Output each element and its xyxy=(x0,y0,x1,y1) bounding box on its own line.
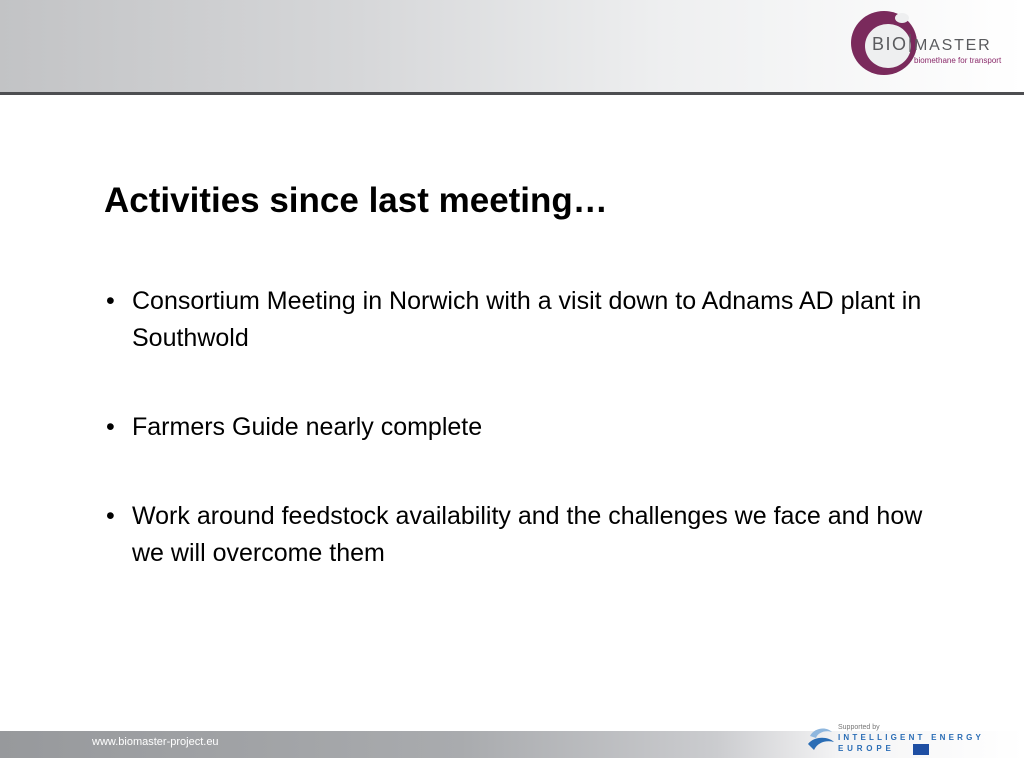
slide-title: Activities since last meeting… xyxy=(104,181,608,220)
eu-flag-icon xyxy=(913,744,929,755)
bullet-list xyxy=(104,283,924,572)
logo-text-bio: BIO xyxy=(872,34,908,54)
bullet-text: Farmers Guide nearly complete xyxy=(132,413,483,441)
intelligent-energy-europe-logo xyxy=(806,722,1002,762)
bullet-marker: • xyxy=(106,287,115,315)
iee-name-line1: INTELLIGENT ENERGY xyxy=(838,733,985,742)
biomaster-logo xyxy=(848,6,1018,82)
iee-supported-by-label: Supported by xyxy=(838,724,880,731)
bullet-marker: • xyxy=(106,502,115,530)
biomaster-logo-graphic xyxy=(848,6,1018,82)
bullet-text: Consortium Meeting in Norwich with a visit down to Adnams AD plant in Southwold xyxy=(132,287,922,352)
bullet-item xyxy=(104,283,924,357)
bullet-item xyxy=(104,498,924,572)
logo-tagline: biomethane for transport xyxy=(914,56,1002,65)
iee-name-line2: EUROPE xyxy=(838,744,895,753)
logo-text-master: MASTER xyxy=(914,37,992,54)
bullet-marker: • xyxy=(106,413,115,441)
bullet-item xyxy=(104,409,924,446)
iee-swirl-icon xyxy=(806,722,836,756)
header-divider xyxy=(0,92,1024,95)
logo-ring-gap xyxy=(895,13,909,23)
footer-website-link[interactable]: www.biomaster-project.eu xyxy=(92,736,219,748)
bullet-text: Work around feedstock availability and the challenges we face and how we will overcome them xyxy=(132,502,923,567)
